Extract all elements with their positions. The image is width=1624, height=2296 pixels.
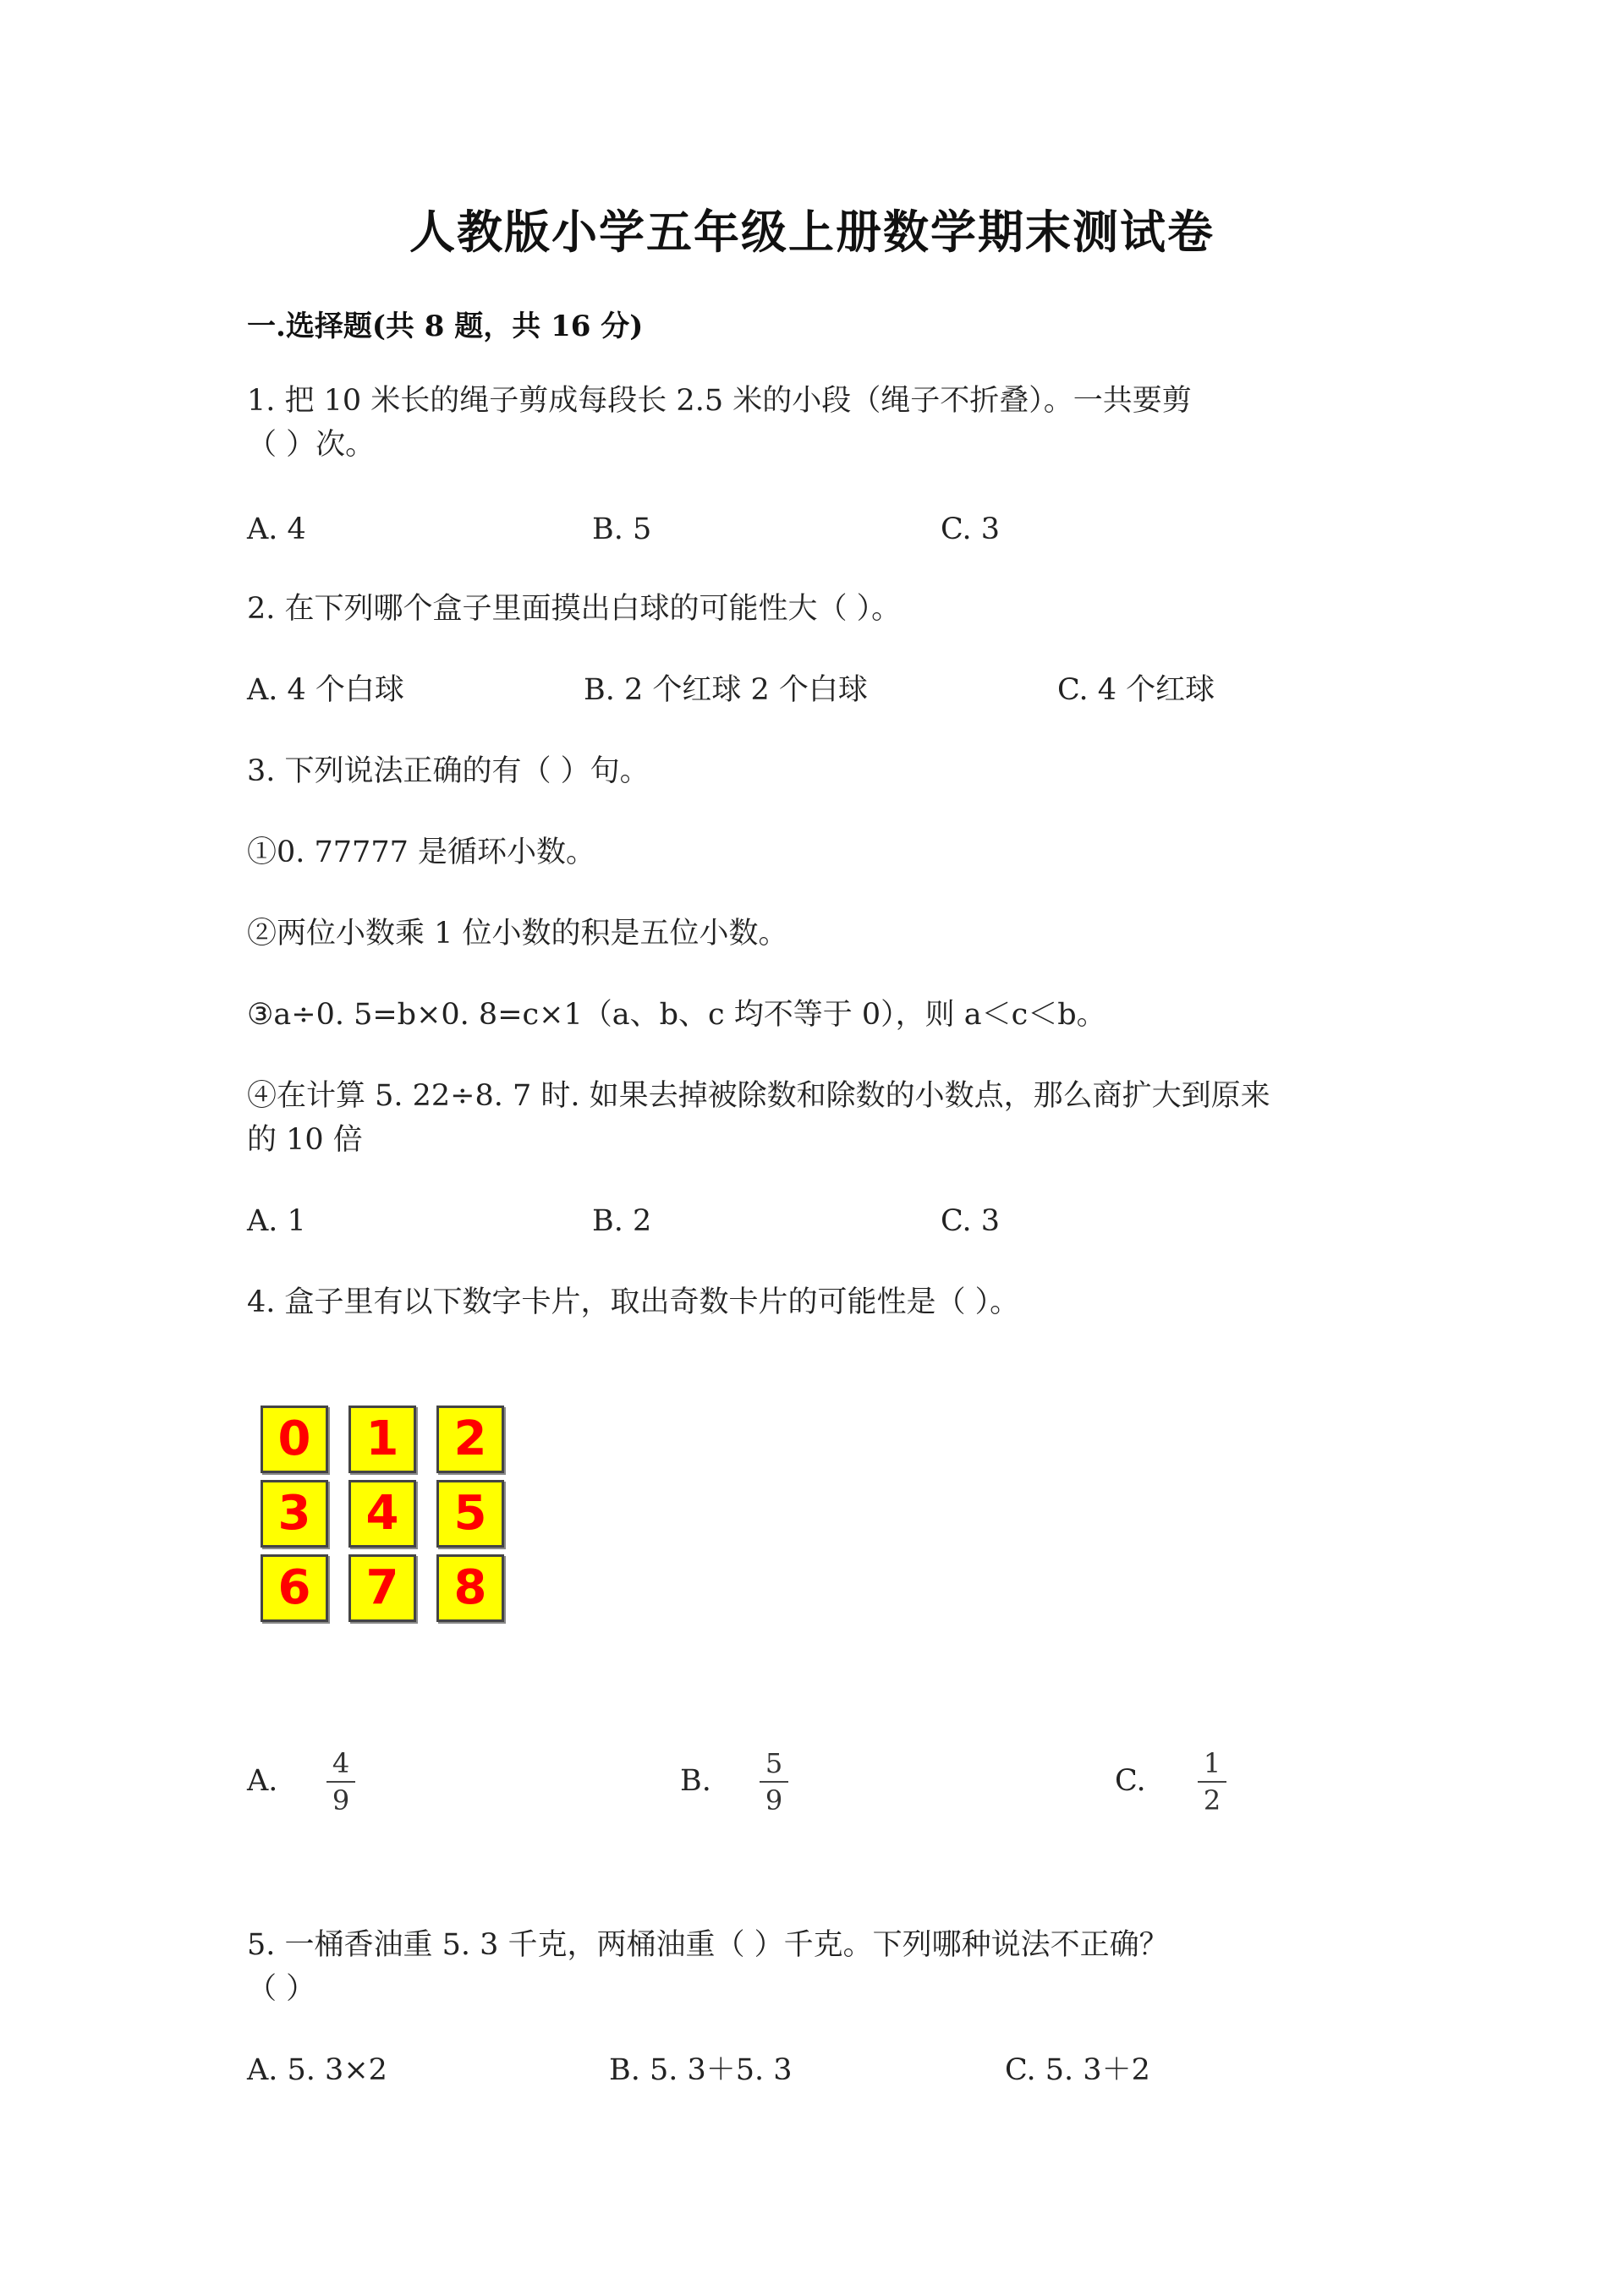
question-4-option-a-letter: A. [247, 1764, 278, 1798]
question-4-option-c[interactable] [1115, 1742, 1284, 1827]
fraction-numerator: 5 [765, 1747, 783, 1779]
section-heading: 一.选择题(共 8 题，共 16 分) [247, 310, 644, 343]
question-2-line-1: 2. 在下列哪个盒子里面摸出白球的可能性大（ ）。 [247, 592, 902, 626]
number-card-8: 8 [436, 1554, 504, 1622]
question-2-option-c[interactable]: C. 4 个红球 [1057, 673, 1215, 707]
number-card-3: 3 [261, 1480, 328, 1548]
question-3-line-1: 3. 下列说法正确的有（ ）句。 [247, 754, 650, 788]
question-3-statement-4-line-2: 的 10 倍 [247, 1123, 363, 1157]
number-card-7: 7 [348, 1554, 416, 1622]
question-1-line-2: （ ）次。 [247, 428, 376, 462]
question-3-stem [247, 749, 1380, 793]
question-4-option-b[interactable] [680, 1742, 849, 1827]
question-1-stem [247, 379, 1380, 467]
question-4-stem [247, 1280, 1380, 1324]
question-1-option-c[interactable]: C. 3 [941, 512, 1001, 546]
question-5-stem [247, 1923, 1380, 2011]
number-card-2: 2 [436, 1406, 504, 1473]
question-4-line-1: 4. 盒子里有以下数字卡片，取出奇数卡片的可能性是（ ）。 [247, 1285, 1020, 1319]
number-card-0: 0 [261, 1406, 328, 1473]
question-3-statement-1: ①0. 77777 是循环小数。 [247, 836, 595, 869]
question-4-option-c-letter: C. [1115, 1764, 1146, 1798]
question-3-statement-4 [247, 1074, 1380, 1162]
question-1-line-1: 1. 把 10 米长的绳子剪成每段长 2.5 米的小段（绳子不折叠）。一共要剪 [247, 384, 1192, 418]
question-4-options [247, 1742, 1431, 1827]
question-5-line-2: （ ） [247, 1972, 316, 2006]
number-card-5: 5 [436, 1480, 504, 1548]
question-4-option-a[interactable] [247, 1742, 416, 1827]
question-3-option-b[interactable]: B. 2 [592, 1204, 652, 1238]
question-5-option-c[interactable]: C. 5. 3＋2 [1005, 2053, 1150, 2087]
fraction-denominator: 9 [765, 1784, 783, 1817]
question-3-statement-2: ②两位小数乘 1 位小数的积是五位小数。 [247, 917, 788, 951]
question-4-option-a-fraction [326, 1747, 355, 1817]
fraction-bar [760, 1781, 788, 1783]
fraction-denominator: 2 [1203, 1784, 1221, 1817]
question-1-option-a[interactable]: A. 4 [247, 512, 306, 546]
question-4-option-b-letter: B. [680, 1764, 711, 1798]
question-3-option-a[interactable]: A. 1 [247, 1204, 306, 1238]
question-3-statement-3: ③a÷0. 5=b×0. 8=c×1（a、b、c 均不等于 0），则 a＜c＜b。 [247, 998, 1106, 1032]
page-title: 人教版小学五年级上册数学期末测试卷 [409, 205, 1215, 259]
number-card-6: 6 [261, 1554, 328, 1622]
question-3-option-c[interactable]: C. 3 [941, 1204, 1001, 1238]
question-2-stem [247, 587, 1380, 631]
question-2-option-b[interactable]: B. 2 个红球 2 个白球 [584, 673, 868, 707]
fraction-bar [1198, 1781, 1226, 1783]
question-4-option-b-fraction [760, 1747, 788, 1817]
question-5-line-1: 5. 一桶香油重 5. 3 千克，两桶油重（ ）千克。下列哪种说法不正确？ [247, 1928, 1169, 1962]
number-card-grid [261, 1406, 514, 1639]
question-2-option-a[interactable]: A. 4 个白球 [247, 673, 404, 707]
question-5-option-b[interactable]: B. 5. 3＋5. 3 [609, 2053, 793, 2087]
question-3-statement-4-line-1: ④在计算 5. 22÷8. 7 时. 如果去掉被除数和除数的小数点，那么商扩大到原来 [247, 1079, 1270, 1113]
number-card-4: 4 [348, 1480, 416, 1548]
fraction-numerator: 4 [332, 1747, 350, 1779]
fraction-bar [326, 1781, 355, 1783]
question-5-option-a[interactable]: A. 5. 3×2 [247, 2053, 387, 2087]
fraction-numerator: 1 [1203, 1747, 1221, 1779]
question-4-option-c-fraction [1198, 1747, 1226, 1817]
question-1-option-b[interactable]: B. 5 [592, 512, 652, 546]
number-card-1: 1 [348, 1406, 416, 1473]
fraction-denominator: 9 [332, 1784, 350, 1817]
